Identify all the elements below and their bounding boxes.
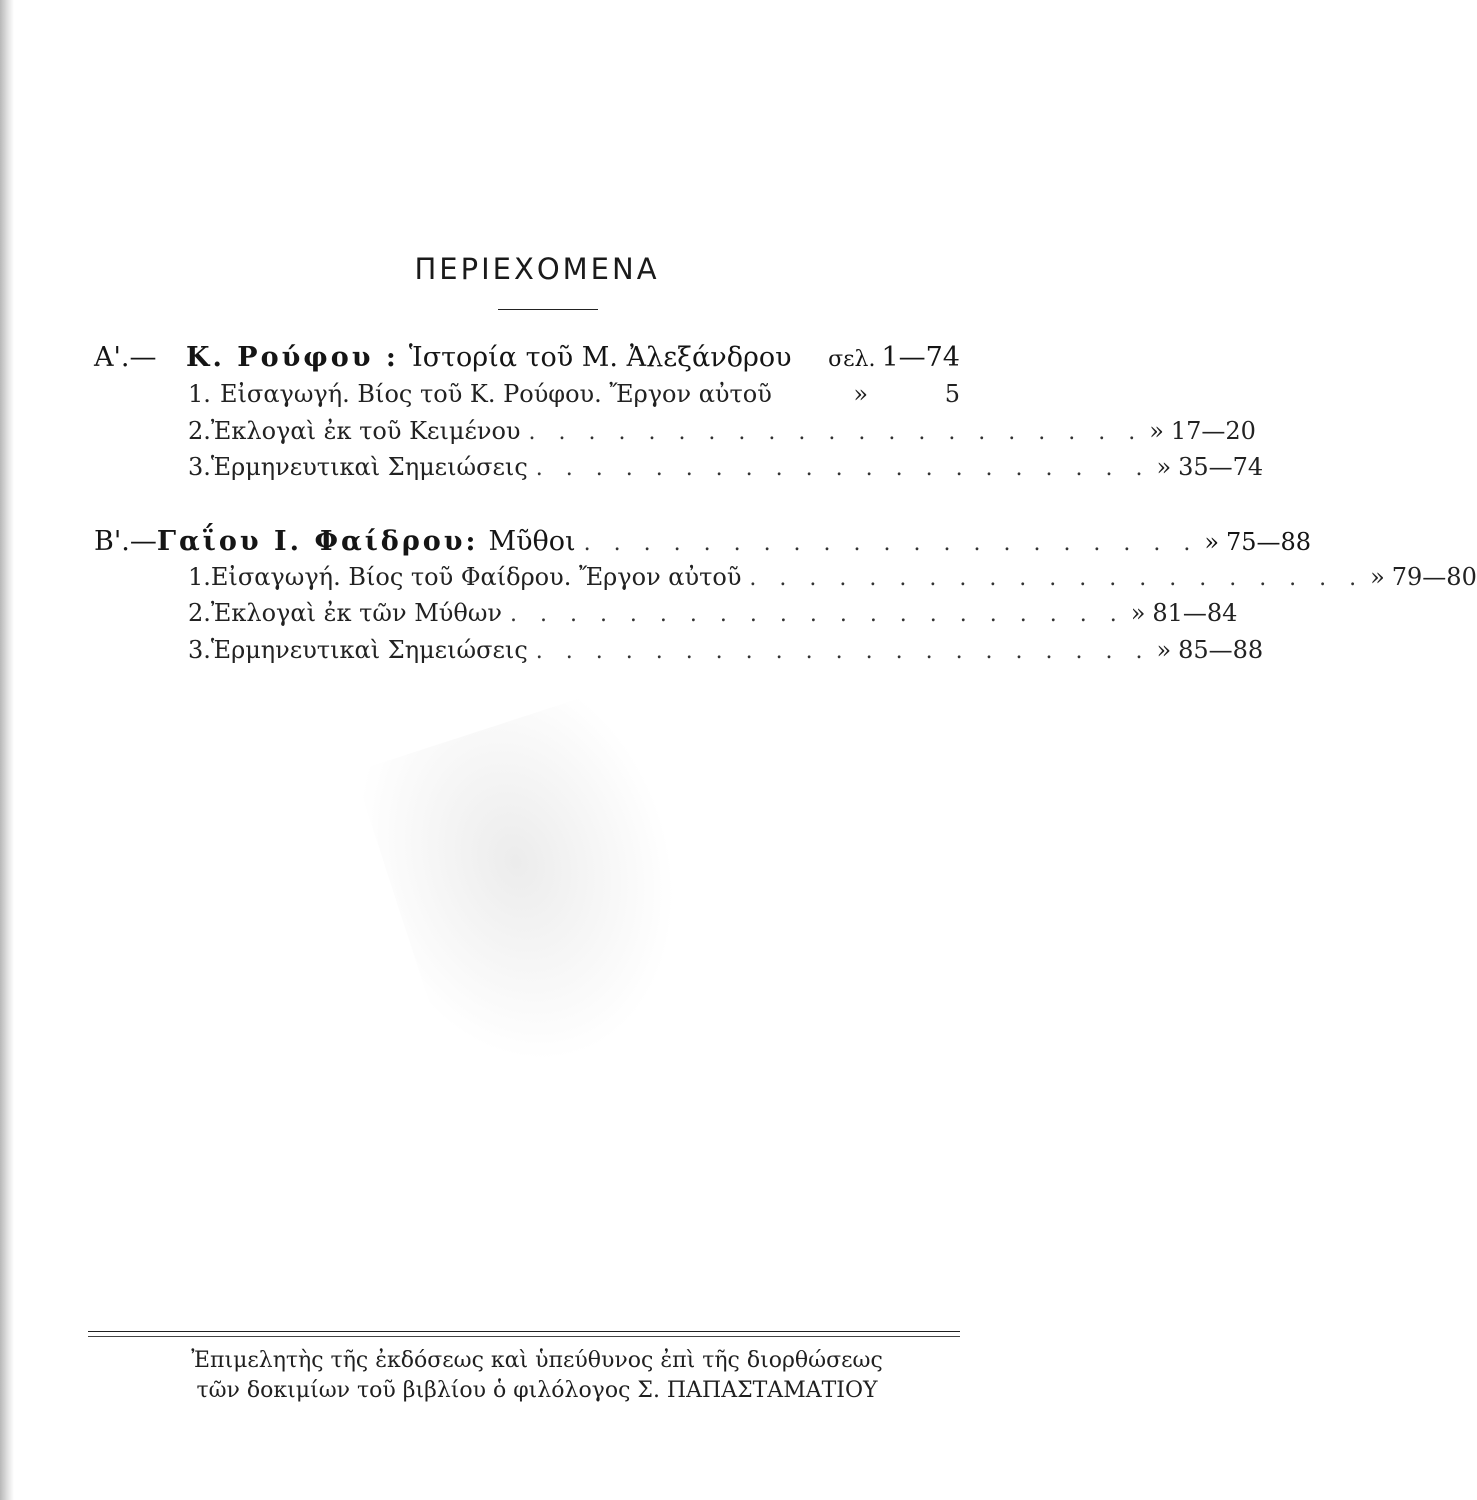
entry-label: Εἰσαγωγή. Βίος τοῦ Φαίδρου. Ἔργον αὐτοῦ [210,563,742,591]
section-work: Μῦθοι [488,526,576,557]
section-author: Γαΐου Ι. Φαίδρου: [156,526,479,557]
entry-label: Ἑρμηνευτικαὶ Σημειώσεις [210,453,528,481]
entry-label: Ἐκλογαὶ ἐκ τῶν Μύθων [210,599,502,627]
ditto-mark: » [1130,599,1146,627]
entry-number: 3. [188,636,211,664]
binding-shadow [0,0,14,1500]
editor-note-line-1: Ἐπιμελητὴς τῆς ἐκδόσεως καὶ ὑπεύθυνος ἐπὶ τῆς διορθώσεως [191,1348,883,1373]
entry-label: Εἰσαγωγή. Βίος τοῦ Κ. Ρούφου. Ἔργον αὐτοῦ [220,380,772,408]
toc-entry [188,599,1238,633]
dot-leader: . . . . . . . . . . . . . . . . . . . . . [535,639,1151,664]
page-range: 75—88 [1226,528,1312,556]
entry-number: 1. [188,563,211,591]
page-range: 81—84 [1152,599,1238,627]
footer-rule [88,1336,960,1337]
toc-section-a [94,342,960,376]
dot-leader: . . . . . . . . . . . . . . . . . . . . . [528,420,1144,445]
page-range: 17—20 [1170,417,1256,445]
toc-section-b [94,526,1312,560]
toc-entry [188,417,1256,451]
ditto-mark: » [1156,636,1172,664]
section-work: Ἱστορία τοῦ Μ. Ἀλεξάνδρου [408,342,792,373]
section-author: Κ. Ρούφου : [186,342,399,373]
ditto-mark: » [1370,563,1385,591]
dot-leader: . . . . . . . . . . . . . . . . . . . . . [583,531,1199,556]
page-range: 35—74 [1178,453,1264,481]
entry-label: Ἑρμηνευτικαὶ Σημειώσεις [210,636,528,664]
section-number: Α'.— [94,342,157,373]
dot-leader: . . . . . . . . . . . . . . . . . . . . . [535,456,1151,481]
footer-rule [88,1331,960,1332]
page-ref-abbrev: σελ. [828,347,876,372]
entry-label: Ἐκλογαὶ ἐκ τοῦ Κειμένου [210,417,521,445]
paper-smudge [354,685,725,1095]
ditto-mark: » [1156,453,1172,481]
dot-leader: . . . . . . . . . . . . . . . . . . . . . [749,566,1365,591]
ditto-mark: » [1204,528,1220,556]
entry-number: 2. [188,599,211,627]
toc-entry [188,563,1477,597]
toc-entry [188,636,1264,670]
toc-entry [188,453,1264,487]
page-range: 1—74 [881,342,960,373]
entry-number: 3. [188,453,211,481]
page-title: ΠΕΡΙΕΧΟΜΕΝΑ [414,252,660,286]
toc-entry [188,380,960,414]
entry-number: 2. [188,417,211,445]
ditto-mark: » [853,380,868,408]
section-number: Β'.— [94,526,157,557]
page-range: 85—88 [1178,636,1264,664]
dot-leader: . . . . . . . . . . . . . . . . . . . . . [509,602,1125,627]
page-range: 79—80 [1391,563,1477,591]
title-divider [498,309,598,310]
page-range: 5 [944,380,960,408]
ditto-mark: » [1149,417,1164,445]
entry-number: 1. [188,380,211,408]
editor-note-line-2: τῶν δοκιμίων τοῦ βιβλίου ὁ φιλόλογος Σ. ΠΑΠΑΣΤΑΜΑΤΙΟΥ [196,1378,878,1403]
